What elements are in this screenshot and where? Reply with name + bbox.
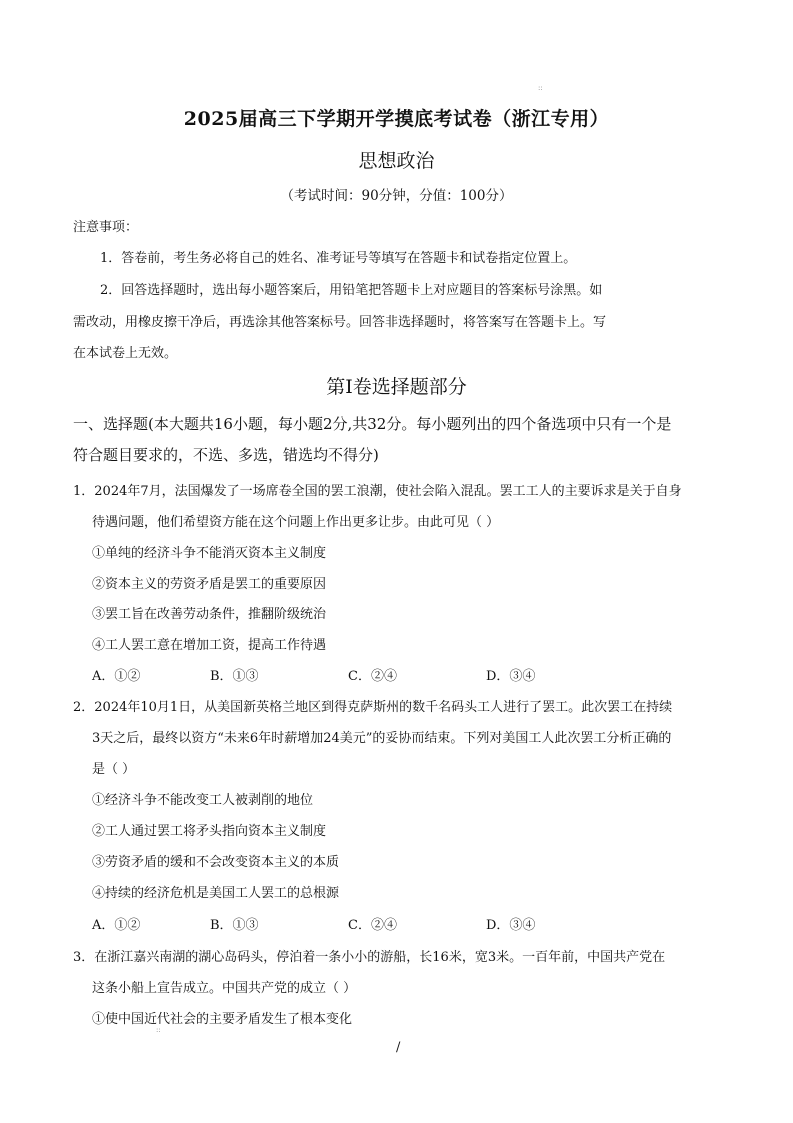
notes-heading: 注意事项： xyxy=(73,220,139,235)
notes-line: 需改动，用橡皮擦干净后，再选涂其他答案标号。回答非选择题时，将答案写在答题卡上。写 xyxy=(73,315,607,330)
question-option: ①单纯的经济斗争不能消灭资本主义制度 xyxy=(92,546,327,561)
scan-speck: :: xyxy=(538,84,543,92)
question-option: ①使中国近代社会的主要矛盾发生了根本变化 xyxy=(92,1012,353,1027)
choice-c: C．②④ xyxy=(348,669,397,684)
question-stem-line: 3．在浙江嘉兴南湖的湖心岛码头，停泊着一条小小的游船，长16米，宽3米。一百年前，中国共产党在 xyxy=(73,950,666,965)
section-title: 第Ⅰ卷选择题部分 xyxy=(326,376,467,398)
question-stem-line: 3天之后，最终以资方“未来6年时薪增加24美元”的妥协而结束。下列对美国工人此次罢工分析正确的 xyxy=(92,731,672,746)
question-stem-line: 是（ ） xyxy=(92,762,136,777)
question-option: ②资本主义的劳资矛盾是罢工的重要原因 xyxy=(92,577,327,592)
question-option: ③劳资矛盾的缓和不会改变资本主义的本质 xyxy=(92,855,340,870)
question-option: ②工人通过罢工将矛头指向资本主义制度 xyxy=(92,824,327,839)
choice-a: A．①② xyxy=(92,669,141,684)
exam-info: （考试时间：90分钟，分值：100分） xyxy=(280,188,513,204)
answer-choices xyxy=(92,665,692,683)
question-option: ③罢工旨在改善劳动条件，推翻阶级统治 xyxy=(92,607,327,622)
section-instruction: 一、选择题(本大题共16小题，每小题2分,共32分。每小题列出的四个备选项中只有一个是 xyxy=(73,415,672,433)
question-stem-line: 这条小船上宣告成立。中国共产党的成立（ ） xyxy=(92,981,357,996)
question-option: ①经济斗争不能改变工人被剥削的地位 xyxy=(92,793,314,808)
page-mark: / xyxy=(396,1040,401,1055)
choice-d: D．③④ xyxy=(486,669,536,684)
question-stem-line: 1．2024年7月，法国爆发了一场席卷全国的罢工浪潮，使社会陷入混乱。罢工工人的主要诉求是关于自身 xyxy=(73,484,682,499)
question-option: ④工人罢工意在增加工资，提高工作待遇 xyxy=(92,638,327,653)
notes-line: 1．答卷前，考生务必将自己的姓名、准考证号等填写在答题卡和试卷指定位置上。 xyxy=(100,251,577,266)
choice-d: D．③④ xyxy=(486,918,536,933)
notes-line: 在本试卷上无效。 xyxy=(73,346,178,361)
answer-choices xyxy=(92,914,692,932)
notes-line: 2．回答选择题时，选出每小题答案后，用铅笔把答题卡上对应题目的答案标号涂黑。如 xyxy=(100,283,603,298)
choice-a: A．①② xyxy=(92,918,141,933)
section-instruction: 符合题目要求的，不选、多选，错选均不得分) xyxy=(73,446,379,464)
question-stem-line: 待遇问题，他们希望资方能在这个问题上作出更多让步。由此可见（ ） xyxy=(92,515,500,530)
question-option: ④持续的经济危机是美国工人罢工的总根源 xyxy=(92,886,340,901)
scan-speck: :: xyxy=(156,1026,161,1034)
page-title: 2025届高三下学期开学摸底考试卷（浙江专用） xyxy=(183,108,610,130)
choice-c: C．②④ xyxy=(348,918,397,933)
choice-b: B．①③ xyxy=(210,669,259,684)
subject-heading: 思想政治 xyxy=(358,150,435,172)
choice-b: B．①③ xyxy=(210,918,259,933)
question-stem-line: 2．2024年10月1日，从美国新英格兰地区到得克萨斯州的数千名码头工人进行了罢工。此次罢工在持续 xyxy=(73,700,673,715)
